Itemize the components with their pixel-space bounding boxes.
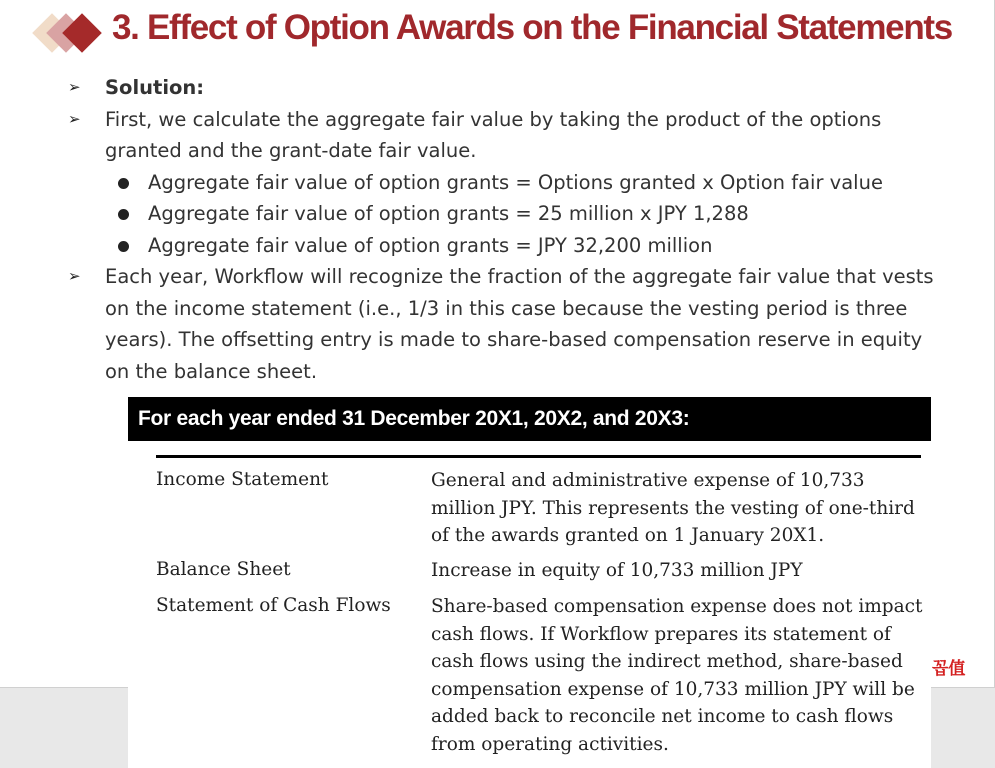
sub-item-text: Aggregate fair value of option grants = JPY 32,200 million xyxy=(148,233,713,257)
title-diamonds-decoration xyxy=(30,10,110,56)
row-text-balance-sheet: Increase in equity of 10,733 million JPY xyxy=(431,560,803,581)
row-label-cash-flows: Statement of Cash Flows xyxy=(156,595,391,616)
slide-title: 3. Effect of Option Awards on the Financial Statements xyxy=(112,8,952,47)
arrow-bullet-icon: ➢ xyxy=(68,267,81,285)
sub-item-text: Aggregate fair value of option grants = Options granted x Option fair value xyxy=(148,170,883,194)
sub-item-text: Aggregate fair value of option grants = 25 million x JPY 1,288 xyxy=(148,202,749,225)
sub-item xyxy=(64,167,944,199)
bullet-first xyxy=(64,104,944,167)
dot-bullet-icon xyxy=(118,178,129,189)
row-label-balance-sheet: Balance Sheet xyxy=(156,559,291,580)
table-header: For each year ended 31 December 20X1, 20X2, and 20X3: xyxy=(128,397,931,441)
first-paragraph: First, we calculate the aggregate fair value by taking the product of the options granted and the grant-date fair value. xyxy=(105,107,882,162)
solution-label: Solution: xyxy=(105,76,205,99)
second-paragraph: Each year, Workflow will recognize the fraction of the aggregate fair value that vests on the income statement (i.e., 1/3 in this case because the vesting period is three years). The offsetting entry is made to share-based compensation reserve in equity on the balance sheet. xyxy=(105,265,934,383)
bullet-second xyxy=(64,261,944,387)
bullet-solution xyxy=(64,72,944,104)
table-rule xyxy=(156,455,921,458)
row-text-income-statement: General and administrative expense of 10,733 million JPY. This represents the vesting of one-third of the awards granted on 1 January 20X1. xyxy=(431,470,915,546)
row-text-cash-flows: Share-based compensation expense does not impact cash flows. If Workflow prepares its statement of cash flows using the indirect method, share-based compensation expense of 10,733 million JPY will be added back to reconcile net income to cash flows from operating activities. xyxy=(431,596,923,755)
sub-item xyxy=(64,230,944,262)
bullet-list xyxy=(64,72,944,387)
watermark-text: 꼽值 xyxy=(932,659,966,679)
row-label-income-statement: Income Statement xyxy=(156,469,329,490)
arrow-bullet-icon: ➢ xyxy=(68,109,81,128)
arrow-bullet-icon: ➢ xyxy=(68,78,81,96)
dot-bullet-icon xyxy=(118,209,129,220)
dot-bullet-icon xyxy=(118,241,129,252)
sub-item xyxy=(64,198,944,230)
journal-entry-table xyxy=(128,397,931,768)
